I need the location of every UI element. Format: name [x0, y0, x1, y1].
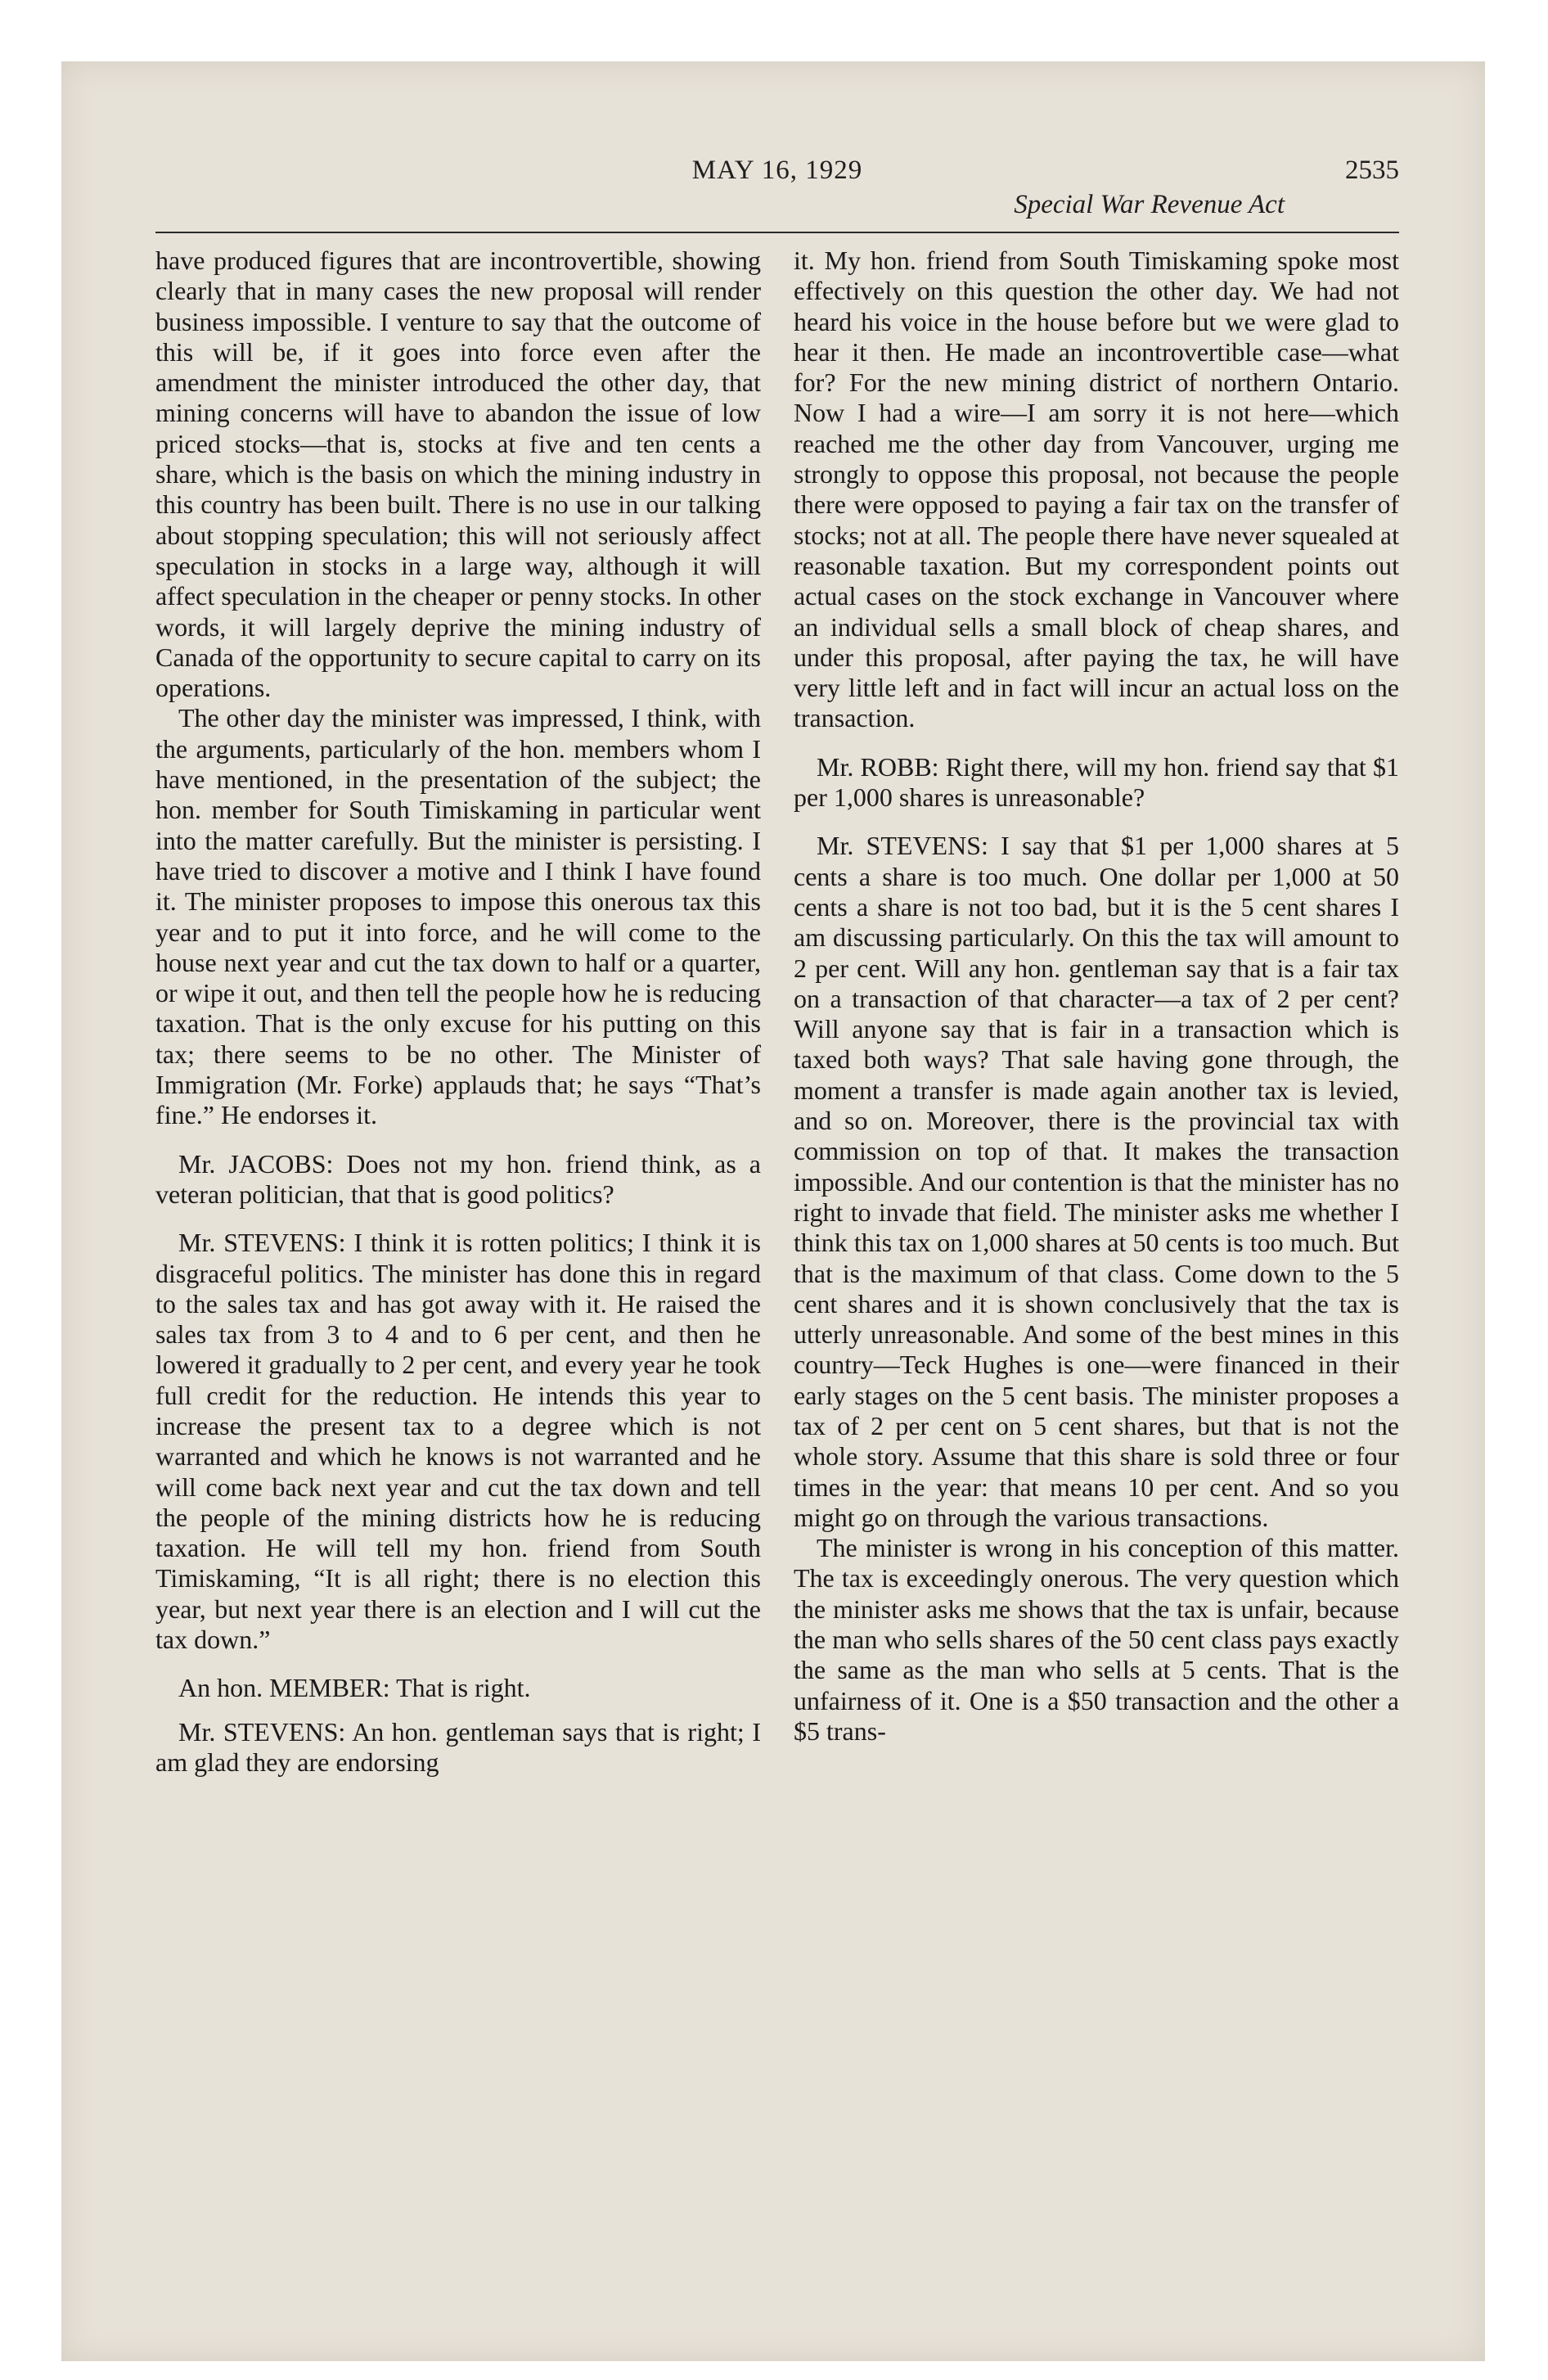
page-date: MAY 16, 1929	[691, 156, 863, 185]
speech-jacobs: Mr. JACOBS: Does not my hon. friend think, as a veteran politician, that that is good politics?	[155, 1148, 761, 1209]
speech-stevens-3: Mr. STEVENS: I say that $1 per 1,000 shares at 5 cents a share is too much. One dollar per 1,000 at 50 cents a share is not too bad, but it is the 5 cent shares I am discussing particularly. On this the tax will amount to 2 per cent. Will any hon. gentleman say that is a fair tax on a transaction of that character—a tax of 2 per cent? Will anyone say that is fair in a transaction which is taxed both ways? That sale having gone through, the moment a transfer is made again another tax is levied, and so on. Moreover, there is the provincial tax with commission on top of that. It makes the transaction impossible. And our contention is that the minister has no right to invade that field. The minister asks me whether I think this tax on 1,000 shares at 50 cents is too much. But that is the maximum of that class. Come down to the 5 cent shares and it is shown conclusively that the tax is utterly unreasonable. And some of the best mines in this country—Teck Hughes is one—were financed in their early stages on the 5 cent basis. The minister proposes a tax of 2 per cent on 5 cent shares, but that is not the whole story. Assume that this share is sold three or four times in the year: that means 10 per cent. And so you might go on through the various transactions.	[794, 831, 1399, 1532]
speech-robb: Mr. ROBB: Right there, will my hon. friend say that $1 per 1,000 shares is unreasonable?	[794, 751, 1399, 813]
running-head: Special War Revenue Act	[1014, 190, 1285, 219]
page-number: 2535	[1345, 156, 1399, 185]
speech-hon-member: An hon. MEMBER: That is right.	[178, 1673, 531, 1703]
paragraph: The other day the minister was impressed, I think, with the arguments, particularly of the hon. members whom I have mentioned, in the presentation of the subject; the hon. member for South Timiskaming in particular went into the matter carefully. But the minister is persisting. I have tried to discover a motive and I think I have found it. The minister proposes to impose this onerous tax this year and to put it into force, and he will come to the house next year and cut the tax down to half or a quarter, or wipe it out, and then tell the people how he is reducing taxation. That is the only excuse for his putting on this tax; there seems to be no other. The Minister of Immigration (Mr. Forke) applauds that; he says “That’s fine.” He endorses it.	[155, 703, 761, 1130]
speech-stevens: Mr. STEVENS: I think it is rotten politics; I think it is disgraceful politics. The minister has done this in regard to the sales tax and has got away with it. He raised the sales tax from 3 to 4 and to 6 per cent, and then he lowered it gradually to 2 per cent, and every year he took full credit for the reduction. He intends this year to increase the present tax to a degree which is not warranted and which he knows is not warranted and he will come back next year and cut the tax down and tell the people of the mining districts how he is reducing taxation. He will tell my hon. friend from South Timiskaming, “It is all right; there is no election this year, but next year there is an election and I will cut the tax down.”	[155, 1228, 761, 1655]
paragraph-continuation: it. My hon. friend from South Timiskaming spoke most effectively on this question the other day. We had not heard his voice in the house before but we were glad to hear it then. He made an incontrovertible case—what for? For the new mining district of northern Ontario. Now I had a wire—I am sorry it is not here—which reached me the other day from Vancouver, urging me strongly to oppose this proposal, not because the people there were opposed to paying a fair tax on the transfer of stocks; not at all. The people there have never squealed at reasonable taxation. But my correspondent points out actual cases on the stock exchange in Vancouver where an individual sells a small block of cheap shares, and under this proposal, after paying the tax, he will have very little left and in fact will incur an actual loss on the transaction.	[794, 246, 1399, 733]
paragraph: The minister is wrong in his conception of this matter. The tax is exceedingly onerous. The very question which the minister asks me shows that the tax is unfair, because the man who sells shares of the 50 cent class pays exactly the same as the man who sells at 5 cents. That is the unfairness of it. One is a $50 transaction and the other a $5 trans-	[794, 1533, 1399, 1746]
right-column	[794, 246, 1399, 1747]
left-column	[155, 246, 761, 1778]
page-header	[155, 156, 1399, 229]
speech-stevens-2: Mr. STEVENS: An hon. gentleman says that is right; I am glad they are endorsing	[155, 1716, 761, 1777]
header-rule	[155, 232, 1399, 233]
paragraph-continuation: have produced figures that are incontrovertible, showing clearly that in many cases the new proposal will render business impossible. I venture to say that the outcome of this will be, if it goes into force even after the amendment the minister introduced the other day, that mining concerns will have to abandon the issue of low priced stocks—that is, stocks at five and ten cents a share, which is the basis on which the mining industry in this country has been built. There is no use in our talking about stopping speculation; this will not seriously affect speculation in stocks in a large way, although it will affect speculation in the cheaper or penny stocks. In other words, it will largely deprive the mining industry of Canada of the opportunity to secure capital to carry on its operations.	[155, 246, 761, 703]
